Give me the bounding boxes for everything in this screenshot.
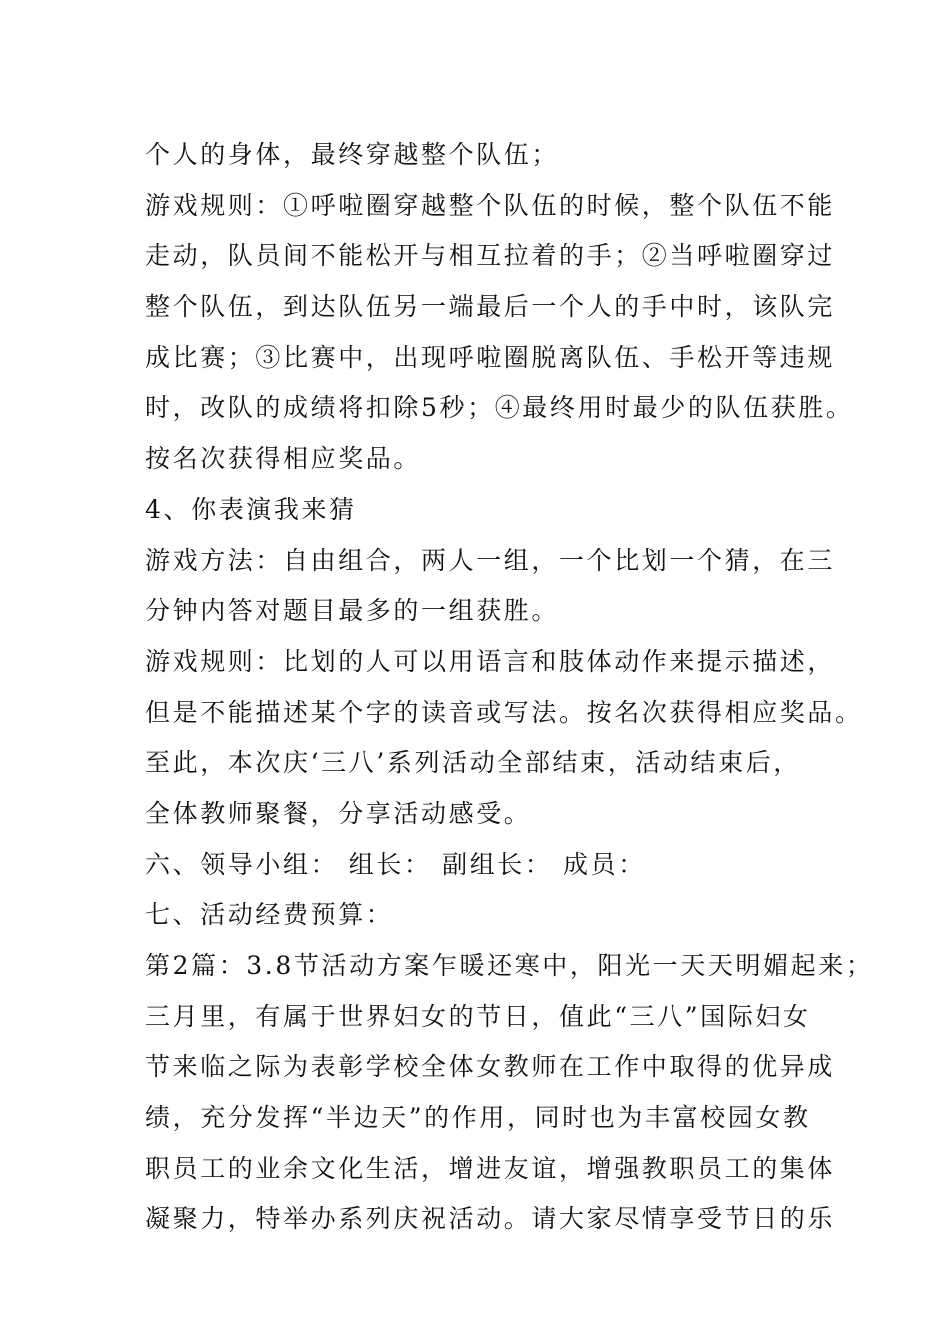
text-line: 整个队伍，到达队伍另一端最后一个人的手中时，该队完 <box>145 292 836 322</box>
text-line: 成比赛；③比赛中，出现呼啦圈脱离队伍、手松开等违规 <box>145 342 836 372</box>
document-body <box>145 130 874 1245</box>
text-line: 个人的身体，最终穿越整个队伍； <box>145 140 560 169</box>
text-line: 分钟内答对题目最多的一组获胜。 <box>145 596 560 626</box>
text-line: 游戏规则：比划的人可以用语言和肢体动作来提示描述， <box>145 646 836 676</box>
text-line: 第2篇：3.8节活动方案乍暖还寒中，阳光一天天明媚起来； <box>145 951 874 980</box>
text-line: 走动，队员间不能松开与相互拉着的手；②当呼啦圈穿过 <box>145 241 836 271</box>
section-heading: 4、你表演我来猜 <box>145 494 357 524</box>
text-line: 凝聚力，特举办系列庆祝活动。请大家尽情享受节日的乐 <box>145 1204 836 1234</box>
text-line: 节来临之际为表彰学校全体女教师在工作中取得的优异成 <box>145 1052 836 1082</box>
text-line: 三月里，有属于世界妇女的节日，值此“三八”国际妇女 <box>145 1001 811 1031</box>
text-line: 但是不能描述某个字的读音或写法。按名次获得相应奖品。 <box>145 697 863 727</box>
text-line: 至此，本次庆‘三八’系列活动全部结束，活动结束后， <box>145 748 801 778</box>
text-line: 游戏规则：①呼啦圈穿越整个队伍的时候，整个队伍不能 <box>145 190 836 220</box>
section-heading: 七、活动经费预算： <box>145 900 394 930</box>
section-heading: 六、领导小组： 组长： 副组长： 成员： <box>145 849 646 879</box>
text-line: 时，改队的成绩将扣除5秒；④最终用时最少的队伍获胜。 <box>145 393 854 423</box>
text-line: 游戏方法：自由组合，两人一组，一个比划一个猜，在三 <box>145 545 836 575</box>
text-line: 全体教师聚餐，分享活动感受。 <box>145 798 532 828</box>
text-line: 职员工的业余文化生活，增进友谊，增强教职员工的集体 <box>145 1153 836 1183</box>
text-line: 绩，充分发挥“半边天”的作用，同时也为丰富校园女教 <box>145 1103 811 1133</box>
text-line: 按名次获得相应奖品。 <box>145 444 422 474</box>
